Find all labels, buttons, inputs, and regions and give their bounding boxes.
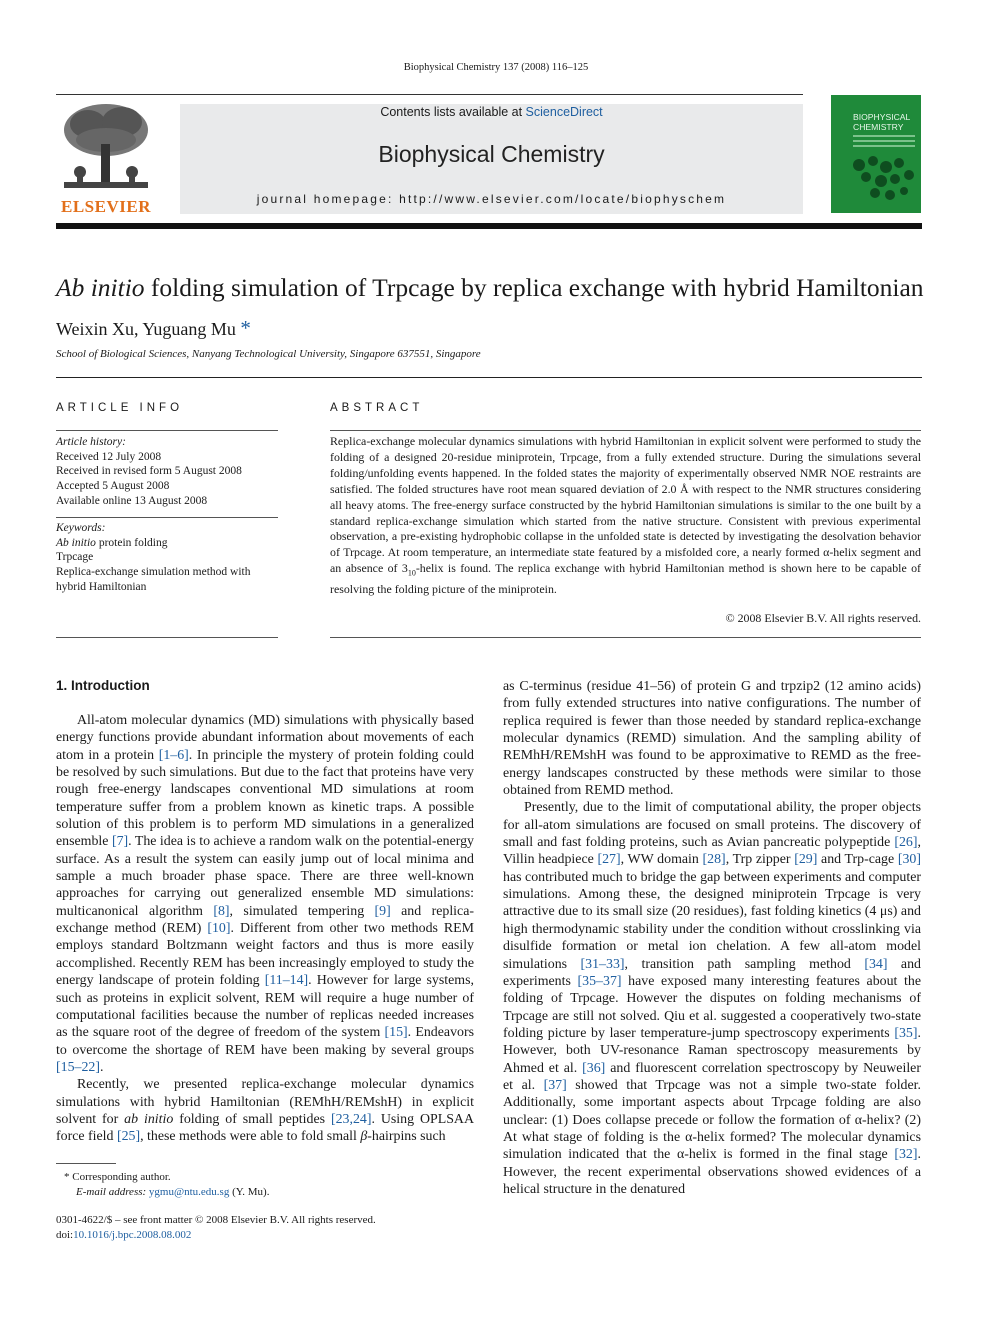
article-title-italic: Ab initio (56, 273, 145, 302)
ref-link[interactable]: [32] (894, 1147, 918, 1163)
history-received: Received 12 July 2008 (56, 450, 162, 463)
cover-title-line-1: BIOPHYSICAL (853, 112, 911, 122)
contents-prefix: Contents lists available at (380, 105, 526, 119)
ref-link[interactable]: [15–22] (56, 1059, 100, 1075)
keywords (56, 521, 286, 595)
ref-link[interactable]: [34] (864, 956, 888, 972)
keyword-3a: Replica-exchange simulation method with (56, 566, 251, 579)
keywords-rule (56, 517, 278, 518)
keyword-2: Trpcage (56, 551, 94, 564)
journal-title: Biophysical Chemistry (378, 141, 605, 167)
ref-link[interactable]: [26] (894, 835, 918, 851)
ref-link[interactable]: [35–37] (577, 973, 622, 989)
intro-paragraph-1: All-atom molecular dynamics (MD) simulations with physically based energy functions provide abundant information about movements of each atom in a protein [1–6]. In principle the mystery of protein folding could be resolved by such simulations. But due to the fact that proteins have very rough free-energy landscapes conventional MD simulations at room temperature suffer from a problem known as kinetic traps. A possible solution of this problem is to perform MD simulations in a generalized ensemble [7]. The idea is to achieve a random walk on the potential-energy surface. As a result the system can easily jump out of local minima and sample a much broader phase space. There are three well-known approaches for carrying out generalized ensemble MD simulations: multicanonical algorithm [8], simulated tempering [9] and replica-exchange method (REM) [10]. Different from other two methods REM employs standard Boltzmann weight factors and thus is more easily accomplished. Recently REM has been increasingly employed to study the energy landscape of protein folding [11–14]. However for large systems, such as proteins in explicit solvent, REM will require a huge number of computational facilities because the number of replicas needed increases as the square root of the degree of freedom of the system [15]. Endeavors to overcome the shortage of REM have been making by several groups [15–22]. (56, 713, 475, 1075)
keywords-label: Keywords: (56, 522, 106, 534)
journal-homepage[interactable]: journal homepage: http://www.elsevier.com/locate/biophyschem (256, 192, 727, 206)
intro-paragraph-2: Recently, we presented replica-exchange molecular dynamics simulations with hybrid Hamiltonian (REMhH/REMshH) in explicit solvent for ab initio folding of small peptides [23,24]. Using OPLSAA force field [25], these methods were able to fold small β-hairpins such (56, 1077, 474, 1145)
ref-link[interactable]: [1–6] (158, 747, 189, 763)
cover-title-line-2: CHEMISTRY (853, 122, 904, 132)
ref-link[interactable]: [28] (702, 852, 726, 868)
ref-link[interactable]: [15] (384, 1025, 408, 1041)
section-divider (56, 377, 922, 378)
article-info-bottom-rule (56, 637, 278, 638)
ref-link[interactable]: [37] (543, 1077, 567, 1093)
author-names: Weixin Xu, Yuguang Mu (56, 319, 236, 339)
abstract-text: Replica-exchange molecular dynamics simulations with hybrid Hamiltonian in explicit solvent were performed to study the folding of a designed 20-residue miniprotein, Trpcage, from a fully extended structure. During the simulations several folding/unfolding events happened. In the folded states the majority of experimentally observed NMR NOE restraints are satisfied. The folded structures have root mean squared deviation of 2.0 Å with respect to the NMR structures considering all heavy atoms. The free-energy surface constructed by the hybrid Hamiltonian simulations is similar to the one built by a standard replica-exchange simulation which started from the native structure. Consistent with previous experimental observation, a pre-existing hydrophobic collapse in the unfolded state is detected by investigating the desolvation behavior of Trpcage. At room temperature, an intermediate state featured by a misfolded core, a nearly formed α-helix segment and an absence of $3_{10}$-helix is found. The replica exchange with hybrid Hamiltonian method is shown here to be capable of resolving the folding picture of the miniprotein. (330, 434, 921, 596)
ref-link[interactable]: [10] (207, 921, 231, 937)
affiliation: School of Biological Sciences, Nanyang Technological University, Singapore 637551, Singapore (56, 348, 481, 360)
header-top-rule (56, 94, 803, 95)
ref-link[interactable]: [35] (894, 1025, 918, 1041)
doi-label: doi: (56, 1229, 74, 1241)
article-history (56, 435, 286, 509)
article-info-heading: ARTICLE INFO (56, 402, 184, 414)
ref-link[interactable]: [27] (597, 852, 621, 868)
issn-line: 0301-4622/$ – see front matter © 2008 Elsevier B.V. All rights reserved. (56, 1214, 376, 1226)
ref-link[interactable]: [7] (111, 834, 129, 850)
ref-link[interactable]: [23,24] (330, 1111, 372, 1127)
abstract-bottom-rule (330, 637, 921, 638)
ref-link[interactable]: [25] (116, 1129, 141, 1145)
header-thick-rule (56, 223, 922, 229)
ref-link[interactable]: [31–33] (580, 956, 625, 972)
ref-link[interactable]: [11–14] (264, 973, 309, 989)
footnote-rule (56, 1163, 116, 1164)
authors (56, 316, 251, 341)
email-link[interactable]: ygmu@ntu.edu.sg (148, 1186, 230, 1198)
right-paragraph-1: as C-terminus (residue 41–56) of protein G and trpzip2 (12 amino acids) from fully extended structures into native configurations. The number of replica required is fewer than those needed by standard replica-exchange molecular dynamics (REMD) simulation. And the sampling ability of REMhH/REMshH was found to be approximative to REMD as the free-energy landscapes constructed by these methods were similar to those obtained from REMD method. (503, 679, 921, 799)
abstract-top-rule (330, 430, 921, 431)
keyword-3b: hybrid Hamiltonian (56, 580, 147, 593)
section-heading-introduction: 1. Introduction (56, 678, 150, 693)
article-info-rule (56, 430, 278, 431)
ref-link[interactable]: [36] (582, 1060, 606, 1076)
footnote-corresponding: * Corresponding author. E-mail address: ygmu@ntu.edu.sg (Y. Mu). (64, 1170, 484, 1200)
ref-link[interactable]: [30] (897, 852, 922, 868)
history-online: Available online 13 August 2008 (56, 494, 208, 507)
contents-line (180, 105, 803, 119)
journal-cover-thumbnail (831, 95, 921, 213)
history-label: Article history: (56, 436, 126, 448)
history-revised: Received in revised form 5 August 2008 (56, 465, 242, 478)
journal-citation: Biophysical Chemistry 137 (2008) 116–125 (403, 62, 589, 73)
article-title (56, 273, 936, 303)
right-column-body (503, 678, 921, 1198)
elsevier-wordmark: ELSEVIER (61, 197, 151, 216)
footnote-front-matter (56, 1213, 496, 1243)
corresponding-author-mark[interactable]: * (240, 316, 251, 340)
ref-link[interactable]: [29] (794, 852, 818, 868)
abstract-heading: ABSTRACT (330, 402, 424, 414)
abstract-copyright: © 2008 Elsevier B.V. All rights reserved. (725, 611, 921, 625)
left-column-body (56, 712, 474, 1146)
history-accepted: Accepted 5 August 2008 (56, 480, 170, 493)
corresponding-author-note: * Corresponding author. (64, 1171, 171, 1183)
email-label: E-mail address: (76, 1186, 149, 1198)
right-paragraph-2: Presently, due to the limit of computational ability, the proper objects for all-atom simulations are focused on small proteins. The discovery of small and fast folding proteins, such as Avian pancreatic polypeptide [26], Villin headpiece [27], WW domain [28], Trp zipper [29] and Trp-cage [30] has contributed much to bridge the gap between experiments and computer simulations. Among these, the designed miniprotein Trpcage is very attractive due to its small size (20 residues), fast folding kinetics (4 μs) and high thermodynamic stability under the condition without crosslinking via disulfide formation or metal ion chelation. A few all-atom model simulations [31–33], transition path sampling method [34] and experiments [35–37] have exposed many interesting features about the folding of Trpcage. However the disputes on folding mechanisms of Trpcage are still not solved. Qiu et al. suggested a cooperatively two-state folding picture by laser temperature-jump spectroscopy experiments [35]. However, both UV-resonance Raman spectroscopy measurements by Ahmed et al. [36] and fluorescent correlation spectroscopy by Neuweiler et al. [37] showed that Trpcage was not a simple two-state folder. Additionally, some important aspects about Trpcage folding are also unclear: (1) Does collapse precede or follow the formation of α-helix? (2) At what stage of folding is the α-helix formed? The molecular dynamics simulation indicated that the α-helix is formed in the final stage [32]. However, the recent experimental observations showed evidences of a helical structure in the denatured (503, 800, 922, 1197)
keyword-1: Ab initio protein folding (56, 536, 168, 549)
article-title-rest: folding simulation of Trpcage by replica exchange with hybrid Hamiltonian (144, 273, 924, 302)
doi-link[interactable]: 10.1016/j.bpc.2008.08.002 (73, 1229, 192, 1241)
sciencedirect-link[interactable]: ScienceDirect (525, 105, 603, 119)
ref-link[interactable]: [8] (213, 903, 230, 919)
ref-link[interactable]: [9] (374, 903, 391, 919)
